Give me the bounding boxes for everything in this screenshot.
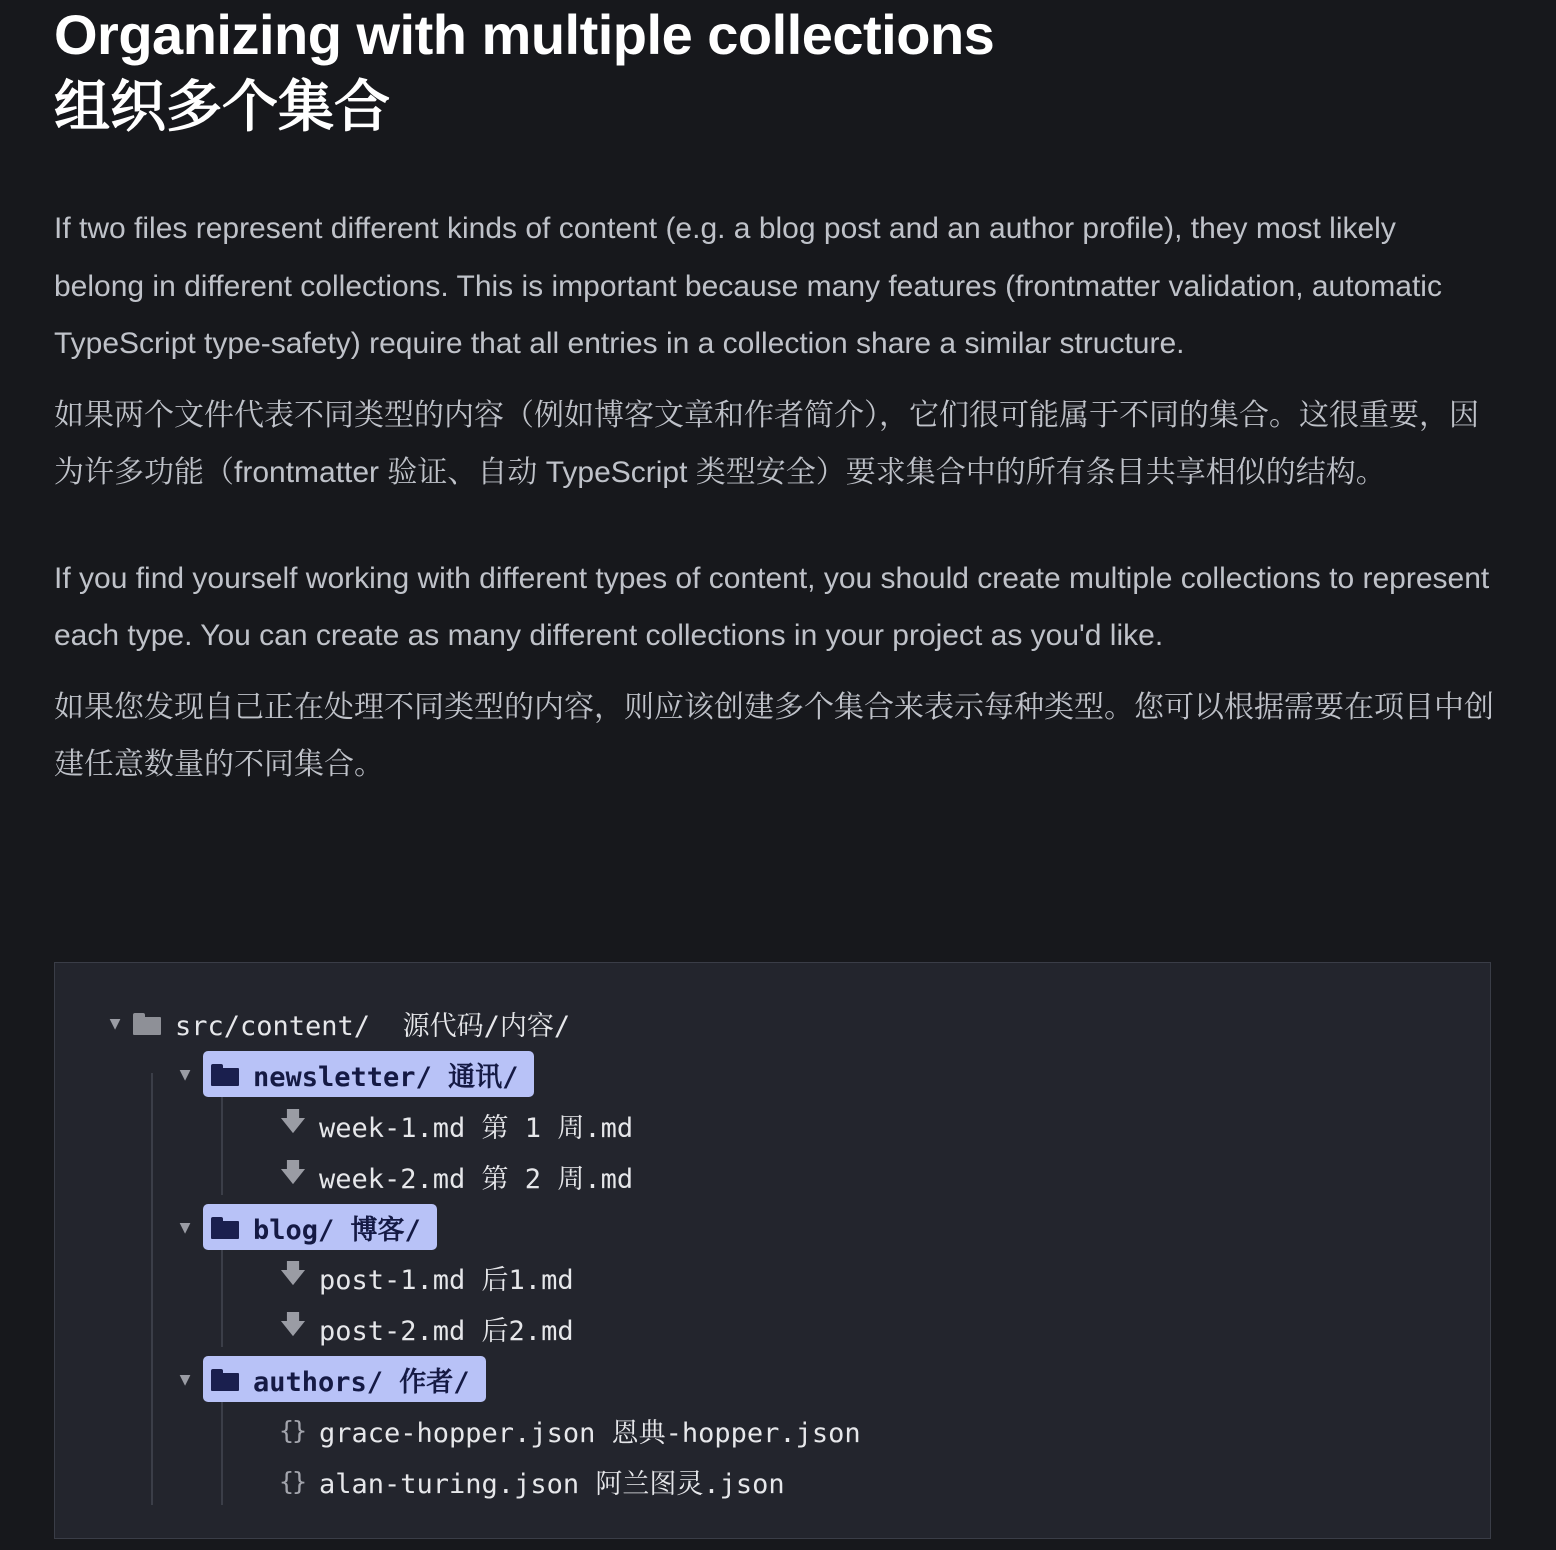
- tree-file[interactable]: [279, 1102, 633, 1148]
- arrow-down-icon: 🡇: [279, 1107, 307, 1137]
- folder-icon: [211, 1217, 239, 1237]
- tree-guide-line: [221, 1247, 223, 1347]
- page-title: Organizing with multiple collections: [54, 3, 995, 66]
- file-tree: [54, 962, 1491, 1539]
- tree-file-label: alan-turing.json 阿兰图灵.json: [319, 1468, 785, 1500]
- tree-folder-newsletter[interactable]: [175, 1051, 534, 1097]
- tree-guide-line: [221, 1095, 223, 1195]
- highlighted-folder[interactable]: [203, 1051, 534, 1097]
- tree-file[interactable]: [279, 1153, 633, 1199]
- caret-down-icon[interactable]: ▼: [179, 1216, 191, 1238]
- caret-down-icon[interactable]: ▼: [109, 1012, 121, 1034]
- tree-folder-src-content[interactable]: [105, 1000, 570, 1046]
- tree-folder-authors[interactable]: [175, 1356, 486, 1402]
- tree-file-label: week-1.md 第 1 周.md: [319, 1112, 634, 1144]
- tree-file-label: week-2.md 第 2 周.md: [319, 1163, 634, 1195]
- paragraph-zh-2: 如果您发现自己正在处理不同类型的内容，则应该创建多个集合来表示每种类型。您可以根据需要在项目中创建任意数量的不同集合。: [54, 690, 1494, 781]
- tree-file-label: post-2.md 后2.md: [319, 1315, 574, 1347]
- highlighted-folder[interactable]: [203, 1204, 437, 1250]
- tree-file-label: grace-hopper.json 恩典-hopper.json: [319, 1417, 861, 1449]
- page-title-translation: 组织多个集合: [54, 75, 390, 138]
- braces-icon: {}: [278, 1466, 306, 1496]
- arrow-down-icon: 🡇: [279, 1158, 307, 1188]
- caret-down-icon[interactable]: ▼: [179, 1063, 191, 1085]
- arrow-down-icon: 🡇: [279, 1259, 307, 1289]
- paragraph-en-1: If two files represent different kinds of content (e.g. a blog post and an author profile), they most likely belong in different collections. This is important because many features (frontmatter validation, automatic TypeScript type-safety) require that all entries in a collection share a similar structure.: [54, 212, 1442, 360]
- tree-file[interactable]: [277, 1407, 861, 1453]
- folder-icon: [211, 1369, 239, 1389]
- paragraph-zh-1: 如果两个文件代表不同类型的内容（例如博客文章和作者简介），它们很可能属于不同的集合。这很重要，因为许多功能（frontmatter 验证、自动 TypeScript 类型安全）要求集合中的所有条目共享相似的结构。: [54, 398, 1479, 489]
- braces-icon: {}: [278, 1415, 306, 1445]
- tree-folder-label: src/content/ 源代码/内容/: [175, 1010, 571, 1042]
- tree-file[interactable]: [277, 1458, 785, 1504]
- article-content: [54, 0, 1494, 794]
- folder-icon: [211, 1064, 239, 1084]
- caret-down-icon[interactable]: ▼: [179, 1368, 191, 1390]
- tree-folder-label: blog/ 博客/: [253, 1214, 421, 1246]
- arrow-down-icon: 🡇: [279, 1310, 307, 1340]
- tree-guide-line: [221, 1399, 223, 1505]
- folder-icon: [133, 1013, 161, 1033]
- tree-file[interactable]: [279, 1305, 574, 1351]
- tree-folder-blog[interactable]: [175, 1204, 437, 1250]
- highlighted-folder[interactable]: [203, 1356, 486, 1402]
- paragraph-en-2: If you find yourself working with different types of content, you should create multiple collections to represent each type. You can create as many different collections in your project as you'd like.: [54, 561, 1490, 652]
- tree-guide-line: [151, 1073, 153, 1505]
- tree-folder-label: newsletter/ 通讯/: [253, 1061, 519, 1093]
- tree-file[interactable]: [279, 1254, 574, 1300]
- tree-folder-label: authors/ 作者/: [253, 1366, 470, 1398]
- tree-file-label: post-1.md 后1.md: [319, 1264, 574, 1296]
